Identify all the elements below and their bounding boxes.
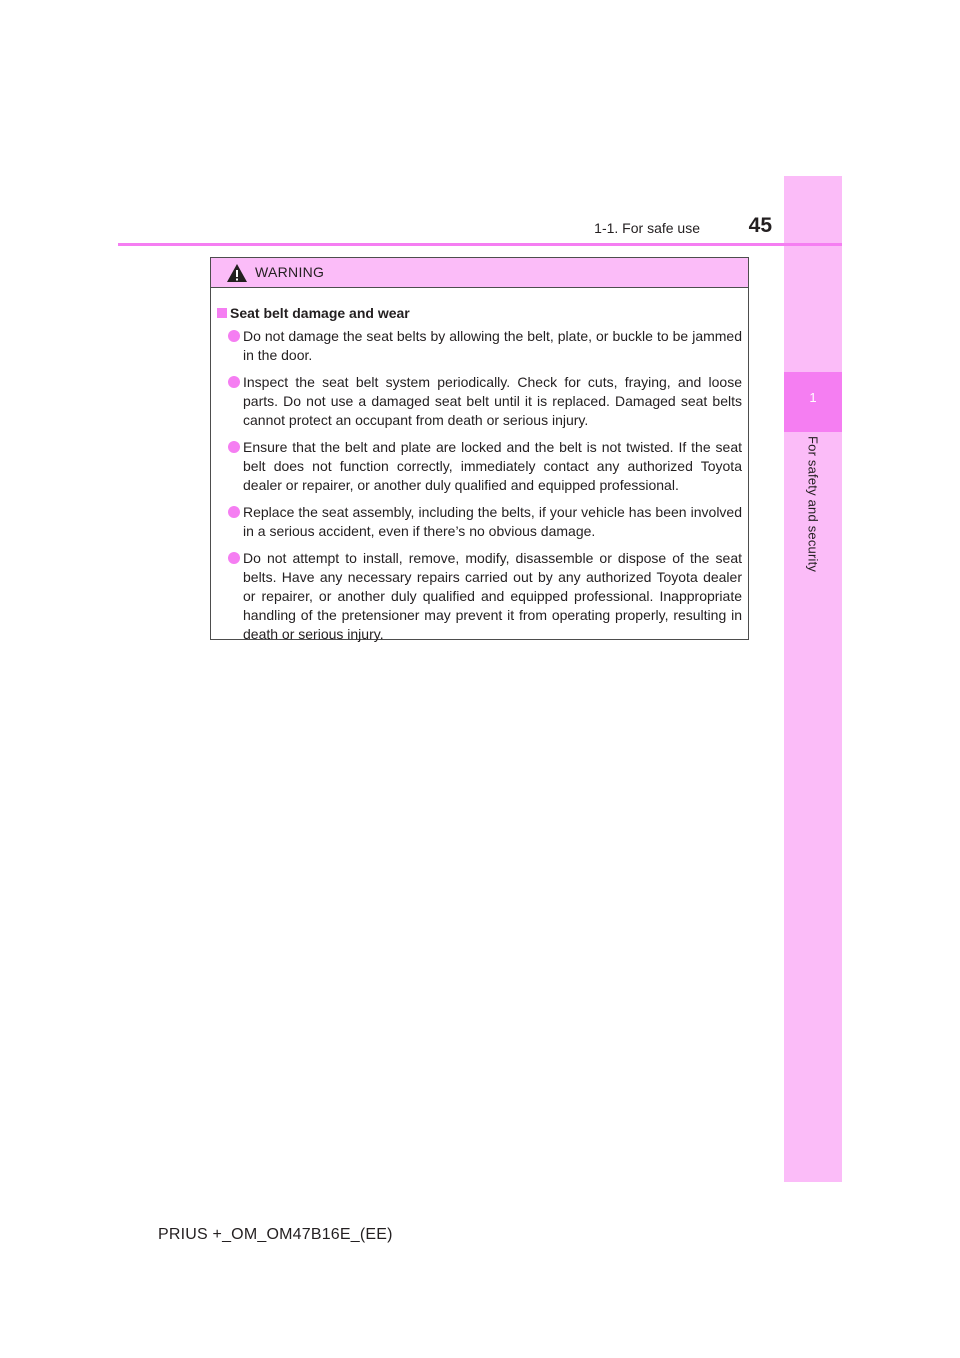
warning-subhead-text: Seat belt damage and wear <box>230 305 410 321</box>
warning-item-text: Replace the seat assembly, including the belts, if your vehicle has been involved in a serious accident, even if there’s no obvious damage. <box>243 504 742 539</box>
header-rule <box>118 243 842 246</box>
warning-body <box>211 288 748 644</box>
section-title: 1-1. For safe use <box>594 220 700 236</box>
circle-bullet-icon <box>228 506 240 518</box>
warning-item-text: Do not attempt to install, remove, modify, disassemble or dispose of the seat belts. Have any necessary repairs carried out by any authorized Toyota dealer or repairer, or another duly qualified and equipped professional. Inappropriate handling of the pretensioner may prevent it from operating properly, resulting in death or serious injury. <box>243 550 742 642</box>
warning-item-text: Inspect the seat belt system periodically. Check for cuts, fraying, and loose parts. Do not use a damaged seat belt until it is replaced. Damaged seat belts cannot protect an occupant from death or serious injury. <box>243 374 742 428</box>
chapter-label <box>784 436 842 596</box>
warning-item <box>217 503 742 541</box>
circle-bullet-icon <box>228 376 240 388</box>
circle-bullet-icon <box>228 330 240 342</box>
warning-item <box>217 549 742 644</box>
warning-box <box>210 257 749 640</box>
warning-item <box>217 373 742 430</box>
warning-item-text: Ensure that the belt and plate are locked and the belt is not twisted. If the seat belt does not function correctly, immediately contact any authorized Toyota dealer or repairer, or another duly qualified and equipped professional. <box>243 439 742 493</box>
warning-label: WARNING <box>255 264 325 280</box>
warning-subhead <box>217 304 742 323</box>
warning-item <box>217 327 742 365</box>
warning-item-text: Do not damage the seat belts by allowing the belt, plate, or buckle to be jammed in the door. <box>243 328 742 363</box>
square-bullet-icon <box>217 308 227 318</box>
warning-triangle-icon <box>226 263 248 283</box>
chapter-label-text: For safety and security <box>805 436 821 573</box>
warning-header <box>211 258 748 288</box>
circle-bullet-icon <box>228 441 240 453</box>
circle-bullet-icon <box>228 552 240 564</box>
side-tab-background <box>784 176 842 1182</box>
chapter-number: 1 <box>809 390 817 405</box>
page-number: 45 <box>748 214 772 237</box>
warning-item <box>217 438 742 495</box>
manual-code: PRIUS +_OM_OM47B16E_(EE) <box>158 1226 393 1243</box>
